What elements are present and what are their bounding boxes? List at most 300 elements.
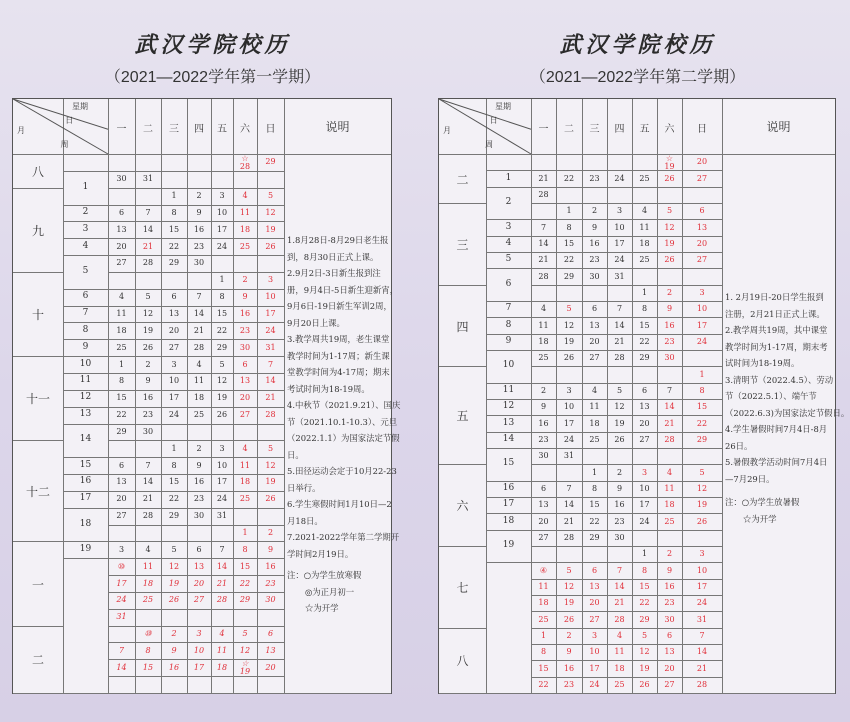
week-divider (63, 238, 108, 239)
day-cell: 4 (196, 359, 202, 369)
day-cell: 29 (563, 271, 575, 281)
day-cell: 26 (664, 255, 675, 265)
day-cell: 17 (193, 662, 205, 672)
note-line: 教学时间为1-17周，期末考 (725, 341, 828, 352)
row-divider (108, 356, 284, 357)
week-divider (486, 383, 531, 384)
day-cell: 23 (538, 434, 549, 444)
day-cell: 11 (193, 376, 205, 386)
star-icon: ☆ (241, 154, 249, 163)
day-cell: 28 (696, 679, 708, 689)
row-divider (531, 481, 722, 482)
month-label: 二 (31, 653, 44, 668)
month-label: 七 (456, 580, 469, 595)
row-divider (531, 366, 722, 367)
day-cell: ④ (539, 565, 548, 575)
day-cell: 9 (666, 565, 673, 575)
row-divider (108, 339, 284, 340)
note-line: 节（2022.5.1）、端午节 (725, 391, 817, 401)
day-cell: 6 (591, 304, 598, 314)
day-cell: 25 (239, 494, 251, 504)
day-cell (233, 660, 257, 676)
note-line: 6.学生寒假时间1月10日—2 (287, 499, 392, 509)
month-label: 十 (31, 308, 44, 323)
day-cell: 13 (589, 320, 600, 330)
day-cell: 13 (265, 645, 276, 655)
day-cell: 14 (563, 500, 575, 510)
day-cell: 21 (614, 598, 625, 608)
day-cell: 4 (242, 443, 248, 453)
day-cell: 28 (538, 189, 549, 199)
day-cell: 23 (193, 494, 205, 504)
day-cell: 3 (566, 385, 572, 395)
day-cell: 23 (589, 173, 600, 183)
day-cell: 20 (116, 241, 127, 251)
day-cell: 6 (171, 292, 177, 302)
day-cell: 10 (216, 460, 228, 470)
calendar-table (438, 98, 850, 694)
day-cell: 10 (589, 647, 600, 657)
day-cell: 28 (614, 353, 625, 363)
week-divider (63, 508, 108, 509)
day-cell: 30 (193, 511, 205, 521)
day-cell: 26 (168, 595, 180, 605)
row-divider (108, 390, 284, 391)
day-cell: 3 (219, 191, 225, 201)
day-cell: 7 (616, 565, 623, 575)
day-cell: 19 (664, 238, 675, 248)
day-cell: 20 (664, 663, 675, 673)
week-number: 1 (505, 172, 512, 183)
day-cell: 12 (216, 376, 228, 386)
day-cell: 6 (242, 359, 248, 369)
week-divider (63, 390, 108, 391)
day-cell: 24 (563, 434, 575, 444)
row-divider (108, 238, 284, 239)
week-divider (486, 448, 531, 449)
day-cell: 23 (265, 578, 276, 588)
day-cell: 22 (239, 578, 251, 588)
day-cell: 10 (216, 207, 228, 217)
day-cell: 16 (239, 309, 251, 319)
day-cell: 11 (664, 483, 675, 493)
day-cell: 1 (171, 443, 177, 453)
day-cell: 12 (563, 320, 575, 330)
row-divider (108, 642, 284, 643)
month-label: 八 (31, 164, 44, 179)
day-cell: 26 (696, 516, 708, 526)
day-cell: 23 (664, 336, 675, 346)
column-divider (284, 99, 285, 693)
weekday-header: 五 (217, 123, 227, 135)
week-divider (63, 474, 108, 475)
day-cell: 23 (589, 255, 600, 265)
week-divider (486, 432, 531, 433)
note-line: 1.8月28日-8月29日老生报 (287, 235, 389, 245)
day-cell: 5 (267, 443, 274, 453)
day-cell: 27 (193, 595, 205, 605)
diagonal-line (439, 99, 531, 129)
month-divider (13, 626, 63, 627)
month-divider (439, 464, 486, 465)
row-divider (531, 236, 722, 237)
row-divider (531, 546, 722, 547)
day-cell: 26 (614, 434, 625, 444)
weekday-header: 二 (143, 123, 153, 135)
day-cell: 27 (696, 255, 708, 265)
day-cell: 21 (216, 578, 228, 588)
day-cell: 29 (589, 532, 600, 542)
day-cell: 15 (639, 581, 650, 591)
day-cell: 4 (219, 629, 225, 639)
note-line: 4.学生暑假时间7月4日-8月 (725, 424, 828, 434)
week-number: 5 (82, 265, 89, 276)
notes-header: 说明 (325, 119, 350, 134)
row-divider (531, 399, 722, 400)
day-cell: 21 (193, 325, 205, 335)
day-cell: 16 (168, 662, 180, 672)
day-cell: 26 (664, 173, 675, 183)
day-cell: 2 (666, 549, 673, 559)
day-cell: 3 (641, 467, 648, 477)
day-cell: 20 (589, 336, 600, 346)
note-line: 学时间2月19日。 (287, 548, 354, 559)
day-cell: 12 (265, 207, 276, 217)
day-cell: ⑩ (144, 629, 152, 639)
day-cell: 18 (116, 325, 127, 335)
day-cell: 7 (196, 292, 202, 302)
corner-month-label: 月 (443, 126, 451, 135)
day-cell: 6 (666, 630, 673, 640)
day-cell: 30 (664, 614, 675, 624)
day-cell: 12 (142, 309, 154, 319)
legend-line: ☆为开学 (305, 603, 339, 613)
day-cell: 27 (239, 410, 251, 420)
day-cell: 20 (696, 157, 708, 167)
day-cell: 17 (216, 224, 228, 234)
note-line: 2.9月2日-3日新生报到注 (287, 268, 381, 278)
day-cell: 9 (267, 544, 274, 554)
day-cell: 10 (614, 222, 625, 232)
weekday-header: 一 (538, 123, 549, 135)
day-cell: 11 (239, 460, 251, 470)
note-line: 3.教学周共19周，老生课堂 (287, 334, 390, 344)
weekday-header: 六 (664, 123, 675, 135)
day-cell: 11 (614, 647, 625, 657)
day-cell: 27 (538, 532, 549, 542)
day-cell: 27 (168, 342, 180, 352)
day-cell: 13 (193, 561, 205, 571)
month-label: 二 (456, 172, 469, 187)
day-cell: 5 (242, 629, 248, 639)
day-cell: 20 (639, 418, 650, 428)
day-cell: 26 (639, 679, 650, 689)
day-cell: 18 (589, 418, 600, 428)
row-divider (531, 464, 722, 465)
day-cell: 15 (563, 238, 575, 248)
day-cell: 16 (664, 581, 675, 591)
day-cell: 15 (168, 224, 180, 234)
week-number: 15 (502, 458, 515, 469)
day-cell: 3 (699, 549, 705, 559)
day-cell: 4 (641, 206, 648, 216)
day-cell: 18 (538, 598, 549, 608)
week-divider (486, 301, 531, 302)
week-number: 11 (79, 375, 92, 386)
day-cell: 13 (168, 309, 180, 319)
row-divider (13, 693, 391, 694)
week-divider (486, 481, 531, 482)
note-line: （2022.6.3)为国家法定节假日。 (725, 407, 850, 418)
day-cell: 30 (116, 174, 127, 184)
week-divider (486, 334, 531, 335)
week-number: 3 (505, 221, 512, 232)
note-line: 节（2021.10.1-10.3）、元旦 (287, 416, 398, 427)
day-cell: 9 (145, 376, 151, 386)
day-cell: 17 (265, 309, 276, 319)
row-divider (531, 562, 722, 563)
day-cell: 21 (538, 173, 549, 183)
day-cell: 9 (616, 483, 623, 493)
week-divider (63, 356, 108, 357)
month-divider (439, 285, 486, 286)
day-cell: 12 (614, 402, 625, 412)
day-cell: 12 (563, 581, 575, 591)
day-cell: 18 (216, 662, 228, 672)
row-divider (531, 285, 722, 286)
note-line: 到，8月30日正式上课。 (287, 251, 379, 262)
row-divider (531, 513, 722, 514)
month-divider (13, 440, 63, 441)
day-cell: 10 (696, 304, 708, 314)
day-cell: 18 (239, 477, 251, 487)
day-cell: 28 (142, 258, 154, 268)
day-cell: 18 (639, 238, 650, 248)
day-cell: 21 (614, 336, 625, 346)
weekday-header: 一 (116, 123, 127, 135)
row-divider (108, 272, 284, 273)
day-cell: 14 (142, 224, 154, 234)
day-cell: 22 (168, 494, 180, 504)
day-cell: 31 (696, 614, 708, 624)
day-cell: ⑩ (117, 561, 126, 571)
day-cell: 8 (242, 544, 248, 554)
day-cell: 14 (614, 320, 625, 330)
day-cell: 25 (639, 255, 650, 265)
row-divider (108, 255, 284, 256)
day-cell: 4 (591, 385, 598, 395)
day-cell: 1 (219, 275, 225, 285)
legend-line: ☆为开学 (743, 513, 777, 524)
day-cell: 26 (216, 410, 228, 420)
day-cell: 5 (219, 359, 225, 369)
day-cell: 5 (566, 565, 572, 575)
day-cell: 19 (142, 325, 154, 335)
day-cell: 19 (216, 393, 228, 403)
day-cell: 4 (540, 304, 547, 314)
day-cell: 24 (168, 410, 180, 420)
legend (725, 494, 799, 527)
day-number: 28 (239, 162, 251, 171)
day-number: 19 (239, 667, 251, 677)
month-label: 九 (31, 223, 44, 238)
day-cell: 17 (168, 393, 180, 403)
day-cell: 29 (116, 426, 127, 436)
note-line: 26日。 (725, 440, 753, 451)
row-divider (531, 530, 722, 531)
day-cell: 22 (563, 173, 575, 183)
diagonal-line (13, 99, 108, 129)
month-divider (13, 541, 63, 542)
day-cell: 11 (589, 402, 600, 412)
day-cell: 13 (664, 647, 675, 657)
week-divider (486, 268, 531, 269)
day-cell: 28 (216, 595, 228, 605)
day-cell: 22 (168, 241, 180, 251)
day-cell: 23 (142, 410, 154, 420)
weekday-header: 二 (564, 123, 574, 135)
day-cell: 7 (118, 645, 125, 655)
day-cell: 1 (540, 630, 547, 640)
row-divider (531, 219, 722, 220)
row-divider (108, 474, 284, 475)
week-number: 15 (79, 459, 92, 470)
day-cell: 28 (664, 434, 675, 444)
day-cell: 3 (699, 287, 705, 297)
row-divider (108, 457, 284, 458)
day-cell: 30 (142, 426, 154, 436)
day-cell: 1 (118, 359, 125, 369)
semester-2-calendar (425, 0, 850, 722)
month-divider (13, 272, 63, 273)
week-divider (486, 236, 531, 237)
day-cell: 25 (614, 679, 625, 689)
day-cell: 2 (171, 629, 177, 639)
day-cell: 1 (641, 287, 648, 297)
row-divider (531, 595, 722, 596)
day-cell: 30 (538, 451, 549, 461)
note-line: 7.2021-2022学年第二学期开 (287, 532, 400, 542)
row-divider (531, 677, 722, 678)
week-number: 8 (82, 324, 89, 335)
day-cell: 19 (696, 500, 708, 510)
note-line: 堂教学时间为4-17周；期末 (287, 367, 390, 377)
day-cell: 14 (538, 238, 549, 248)
day-cell: 17 (216, 477, 228, 487)
day-cell: 3 (171, 359, 177, 369)
week-number: 12 (79, 392, 92, 403)
week-number: 13 (79, 409, 92, 420)
day-cell: 14 (142, 477, 154, 487)
week-divider (63, 491, 108, 492)
week-divider (63, 373, 108, 374)
row-divider (108, 373, 284, 374)
row-divider (531, 383, 722, 384)
day-cell: 14 (696, 647, 708, 657)
month-label: 八 (456, 654, 469, 669)
day-cell: 7 (566, 483, 572, 493)
day-cell: 12 (265, 460, 276, 470)
week-number: 16 (79, 476, 92, 487)
day-cell: 16 (538, 418, 549, 428)
row-divider (108, 575, 284, 576)
day-cell: 24 (216, 241, 228, 251)
day-cell: 20 (193, 578, 205, 588)
day-cell: 11 (538, 320, 549, 330)
week-number: 2 (505, 197, 512, 207)
day-cell: 19 (614, 418, 625, 428)
row-divider (531, 660, 722, 661)
day-cell: 23 (193, 241, 205, 251)
day-cell: 8 (641, 565, 648, 575)
day-cell: 14 (265, 376, 276, 386)
day-cell: 11 (538, 581, 549, 591)
day-cell: 30 (265, 595, 276, 605)
day-cell: 17 (116, 578, 127, 588)
day-cell: 18 (193, 393, 205, 403)
day-cell: 13 (696, 222, 708, 232)
day-cell: 15 (589, 500, 600, 510)
star-icon: ☆ (241, 659, 249, 669)
day-cell: 14 (216, 561, 228, 571)
week-divider (486, 187, 531, 188)
day-cell: 30 (239, 342, 251, 352)
day-cell: 10 (265, 292, 276, 302)
day-cell: 22 (563, 255, 575, 265)
day-cell: 2 (566, 630, 572, 640)
row-divider (108, 541, 284, 542)
day-cell: 19 (563, 598, 575, 608)
corner-week-label: 周 (60, 140, 69, 149)
week-number: 9 (82, 341, 89, 352)
legend-line: 注：○为学生放暑假 (725, 497, 800, 507)
day-cell: 24 (614, 255, 625, 265)
day-cell: 9 (242, 292, 248, 302)
day-cell: 2 (196, 191, 202, 201)
day-cell: 9 (566, 647, 572, 657)
day-cell: 6 (641, 385, 648, 395)
day-cell: 17 (639, 500, 650, 510)
day-cell: 29 (168, 258, 180, 268)
week-number: 17 (502, 499, 515, 510)
row-divider (108, 205, 284, 206)
day-cell: 25 (116, 342, 127, 352)
day-cell: 6 (540, 483, 547, 493)
day-cell: 9 (666, 304, 673, 314)
legend-line: 注：○为学生放寒假 (287, 570, 362, 580)
week-divider (63, 339, 108, 340)
day-cell: 31 (614, 271, 625, 281)
day-cell: 17 (696, 581, 708, 591)
weekday-header: 三 (589, 123, 600, 135)
day-cell: 4 (242, 191, 248, 201)
week-divider (63, 255, 108, 256)
day-cell: 23 (563, 679, 575, 689)
day-cell: 20 (538, 516, 549, 526)
month-divider (439, 366, 486, 367)
month-label: 十一 (25, 392, 50, 407)
row-divider (531, 448, 722, 449)
day-cell: 8 (641, 304, 648, 314)
day-cell: 10 (193, 645, 205, 655)
day-cell: 6 (196, 544, 202, 554)
note-line: （2022.1.1）为国家法定节假 (287, 433, 400, 443)
day-cell: 5 (171, 544, 177, 554)
day-cell: 19 (265, 224, 276, 234)
day-cell: 18 (614, 663, 625, 673)
day-cell: 2 (145, 359, 151, 369)
day-cell: 20 (116, 494, 127, 504)
